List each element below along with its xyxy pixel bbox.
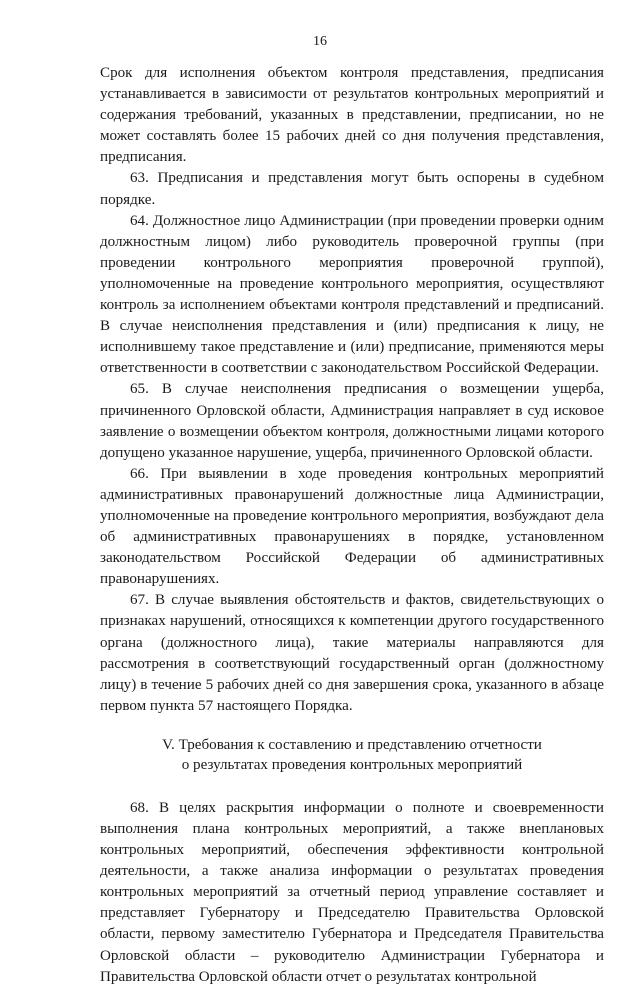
paragraph-68: 68. В целях раскрытия информации о полноте и своевременности выполнения плана контрольных мероприятий, а также внеплановых контрольных мероприятий, обеспечения эффективности контрольной деятельности, а также анализа информации о результатах проведения контрольных мероприятий за отчетный период управление составляет и представляет Губернатору и Председателю Правительства Орловской области, первому заместителю Губернатора и Председателя Правительства Орловской области – руководителю Администрации Губернатора и Правительства Орловской области отчет о результатах контрольной: [100, 799, 604, 985]
paragraph-64: 64. Должностное лицо Администрации (при проведении проверки одним должностным лицом) либо руководитель проверочной группы (при проведении контрольного мероприятия проверочной группой), уполномоченные на проведение контрольного мероприятия, осуществляют контроль за исполнением объектами контроля представлений и предписаний. В случае неисполнения представления и (или) предписания к лицу, не исполнившему такое представление и (или) предписание, применяются меры ответственности в соответствии с законодательством Российской Федерации.: [100, 212, 604, 377]
paragraph-65: 65. В случае неисполнения предписания о возмещении ущерба, причиненного Орловской области, Администрация направляет в суд исковое заявление о возмещении объектом контроля, должностными лицами которого допущено указанное нарушение, ущерба, причиненного Орловской области.: [100, 381, 604, 461]
paragraph-deadline: Срок для исполнения объектом контроля представления, предписания устанавливается в зависимости от результатов контрольных мероприятий и содержания требований, указанных в представлении, предписании, но не может составлять более 15 рабочих дней со дня получения представления, предписания.: [100, 65, 604, 166]
section-heading-line-1: V. Требования к составлению и представлению отчетности: [162, 736, 542, 753]
document-body: [100, 63, 604, 988]
section-heading: [100, 735, 604, 775]
paragraph-67: 67. В случае выявления обстоятельств и фактов, свидетельствующих о признаках нарушений, относящихся к компетенции другого государственного органа (должностного лица), такие материалы направляются для рассмотрения в соответствующий государственный орган (должностному лицу) в течение 5 рабочих дней со дня завершения срока, указанного в абзаце первом пункта 57 настоящего Порядка.: [100, 592, 604, 714]
page-number: 16: [313, 34, 327, 49]
section-heading-line-2: о результатах проведения контрольных мероприятий: [181, 756, 523, 773]
paragraph-66: 66. При выявлении в ходе проведения контрольных мероприятий административных правонарушений должностные лица Администрации, уполномоченные на проведение контрольного мероприятия, возбуждают дела об административных правонарушениях в порядке, установленном законодательством Российской Федерации об административных правонарушениях.: [100, 465, 604, 588]
paragraph-63: 63. Предписания и представления могут быть оспорены в судебном порядке.: [100, 170, 604, 208]
